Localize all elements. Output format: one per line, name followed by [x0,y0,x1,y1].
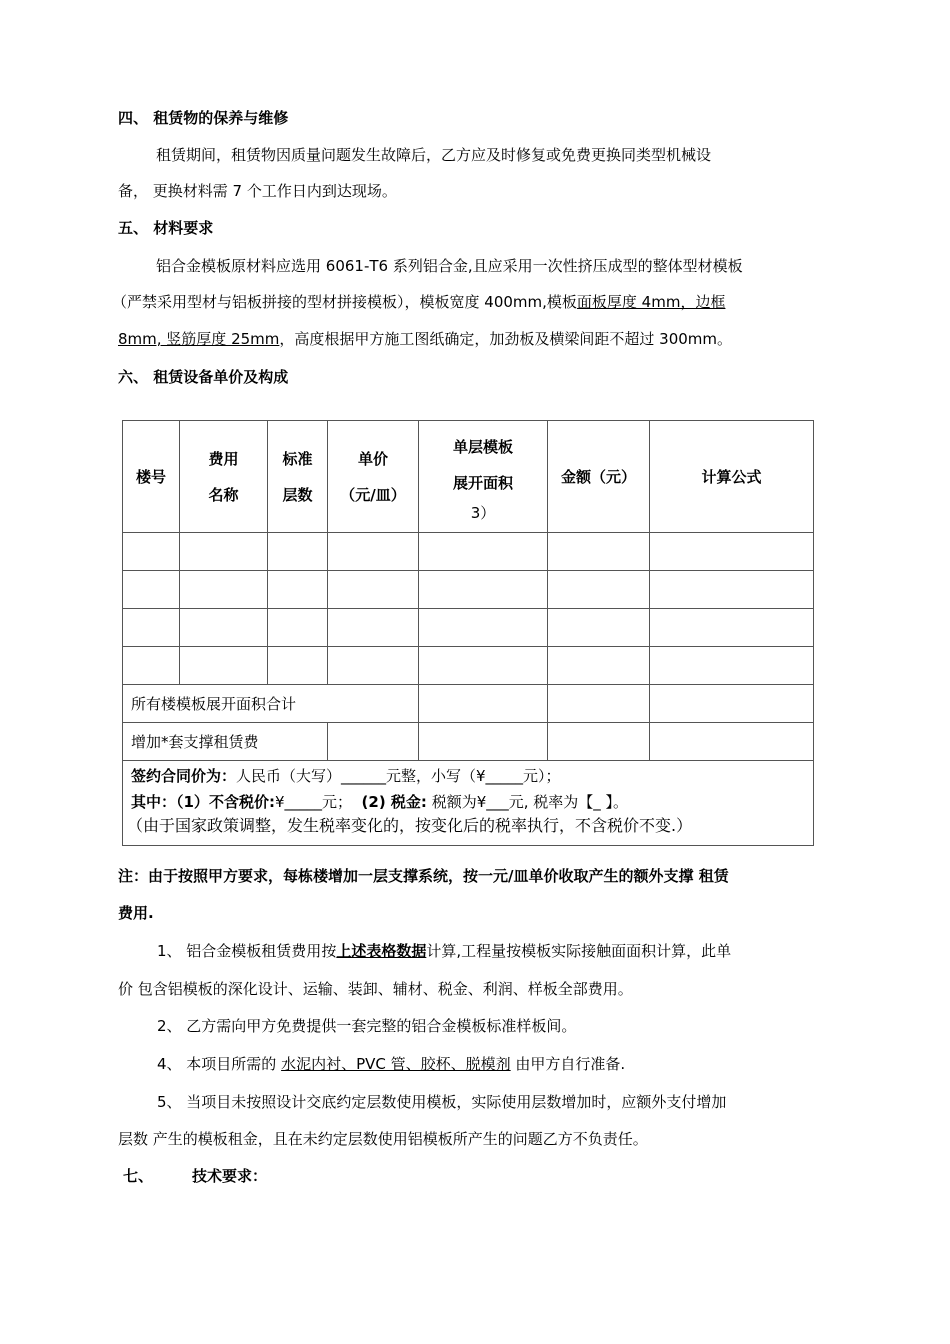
contract-price-text: 人民币（大写）______元整，小写（¥_____元）； [236,767,561,785]
tax-change-note: （由于国家政策调整，发生税率变化的，按变化后的税率执行，不含税价不变.） [127,816,693,835]
header-unit-price-l2: （元/皿） [340,485,406,504]
header-fee-name [180,421,268,533]
among-line [131,789,813,815]
item-4-underlined: 水泥内衬、PVC 管、胶杯、脱模剂 [281,1055,511,1073]
section-5-line3-underlined: 8mm, 竖筋厚度 25mm [118,330,280,348]
table-row [123,571,814,609]
tax-text: 税额为¥___元, 税率为【_ 】。 [431,793,629,811]
table-row-contract [123,761,814,846]
table-row-total-area [123,685,814,723]
table-row-extra-support [123,723,814,761]
section-7-title: 技术要求： [192,1167,268,1185]
header-building-no: 楼号 [123,421,180,533]
item-5-line1: 5、 当项目未按照设计交底约定层数使用模板，实际使用层数增加时，应额外支付增加 [157,1093,727,1111]
item-1-line2: 价 包含铝模板的深化设计、运输、装卸、辅材、税金、利润、样板全部费用。 [118,980,633,998]
section-4-para-line1: 租赁期间，租赁物因质量问题发生故障后，乙方应及时修复或免费更换同类型机械设 [156,146,712,164]
table-header-row [123,421,814,533]
table-row [123,533,814,571]
tax-label: (2) 税金: [361,793,427,811]
section-5-heading: 五、 材料要求 [118,219,214,237]
section-5-line1: 铝合金模板原材料应选用 6061-T6 系列铝合金,且应采用一次性挤压成型的整体型材模板 [156,257,743,275]
item-4 [157,1054,625,1074]
header-area-l3: 3） [470,503,496,522]
header-fee-name-l2: 名称 [208,485,239,504]
item-5-line2: 层数 产生的模板租金，且在未约定层数使用铝模板所产生的问题乙方不负责任。 [118,1130,648,1148]
section-6-heading: 六、 租赁设备单价及构成 [118,368,289,386]
item-2: 2、 乙方需向甲方免费提供一套完整的铝合金模板标准样板间。 [157,1017,577,1035]
header-unit-price-l1: 单价 [357,449,388,468]
table-row [123,609,814,647]
section-5-line2-underlined: 面板厚度 4mm，边框 [576,293,726,311]
among-label: 其中：（1）不含税价: [131,793,275,811]
rent-price-table [122,420,814,846]
section-5-line3 [118,329,732,349]
item-4-text-a: 4、 本项目所需的 [157,1055,282,1073]
header-amount: 金额（元） [548,421,650,533]
note-line1: 注：由于按照甲方要求，每栋楼增加一层支撑系统，按一元/皿单价收取产生的额外支撑 租赁 [118,867,729,885]
contract-price-label: 签约合同价为： [131,767,237,785]
item-1-text-a: 1、 铝合金模板租赁费用按 [157,942,337,960]
header-area-l2: 展开面积 [452,473,513,492]
note-line2: 费用. [118,904,154,922]
header-fee-name-l1: 费用 [208,449,239,468]
section-4-heading: 四、 租赁物的保养与维修 [118,109,289,127]
header-standard-floors [268,421,328,533]
extra-support-label: 增加*套支撑租赁费 [123,723,328,761]
header-area-l1: 单层模板 [452,437,513,456]
item-1-text-b: 计算,工程量按模板实际接触面面积计算，此单 [426,942,732,960]
item-1-line1 [157,941,731,961]
contract-price-line [131,763,813,789]
header-unit-price [328,421,419,533]
section-4-para-line2: 备， 更换材料需 7 个工作日内到达现场。 [118,182,397,200]
among-text: ¥_____元； [274,793,352,811]
section-5-line2 [112,292,725,312]
contract-price-cell [123,761,814,846]
item-4-text-b: 由甲方自行准备. [510,1055,626,1073]
header-standard-floors-l2: 层数 [282,485,313,504]
header-standard-floors-l1: 标准 [282,449,313,468]
header-formula: 计算公式 [650,421,814,533]
total-area-label: 所有楼模板展开面积合计 [123,685,419,723]
header-area [419,421,548,533]
section-7-number: 七、 [123,1167,154,1185]
table-row [123,647,814,685]
item-1-underlined: 上述表格数据 [336,942,427,960]
section-5-line3-text: ，高度根据甲方施工图纸确定，加劲板及横梁间距不超过 300mm。 [279,330,733,348]
section-5-line2-text: （严禁采用型材与铝板拼接的型材拼接模板），模板宽度 400mm,模板 [112,293,577,311]
